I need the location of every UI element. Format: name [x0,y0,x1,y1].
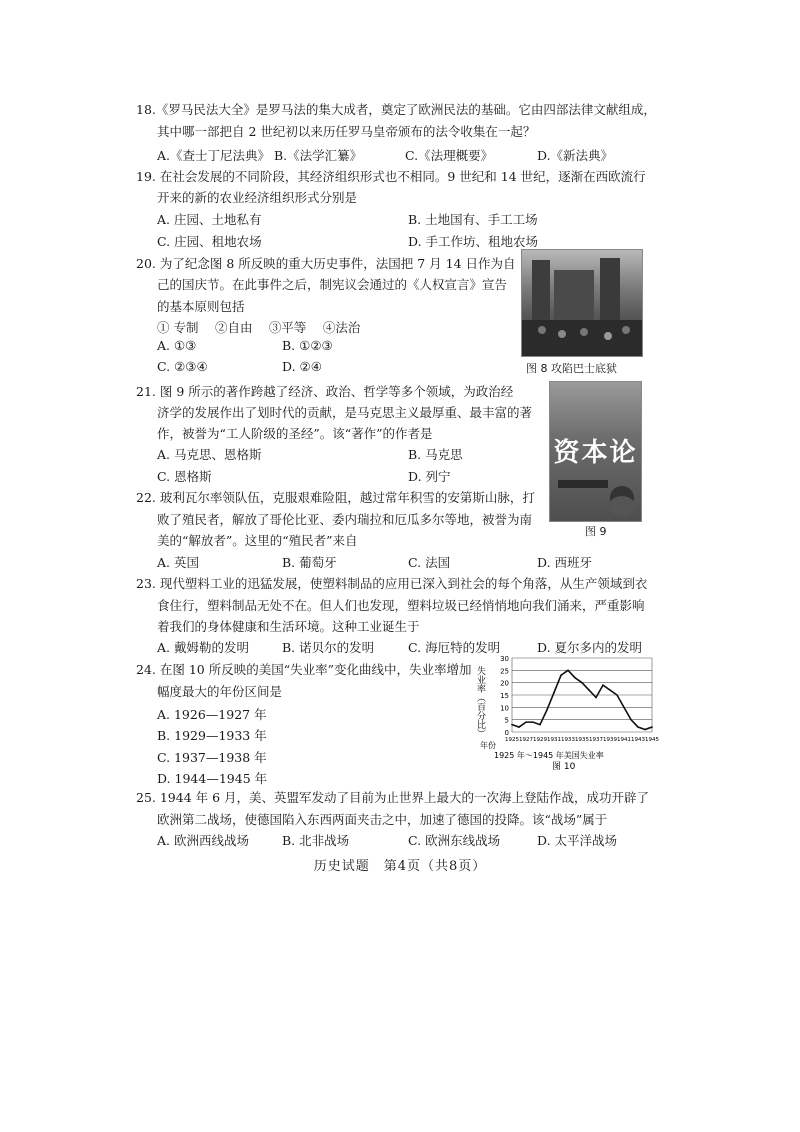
chart-ytick-label-0: 0 [504,729,509,737]
q22-stem-line1: 22. 玻利瓦尔率领队伍，克服艰难险阻，越过常年积雪的安第斯山脉，打 [136,490,535,505]
chart-point-1942 [630,719,632,721]
q19-option-c[interactable]: C. 庄园、租地农场 [157,234,262,249]
chart-xtick-label-1931: 1931 [547,737,561,743]
chart-ytick-label-15: 15 [500,692,509,700]
figure8-caption: 图 8 攻陷巴士底狱 [526,362,617,375]
q24-option-c[interactable]: C. 1937—1938 年 [157,750,267,765]
chart-point-1927 [525,721,527,723]
q22-option-d[interactable]: D. 西班牙 [537,555,593,570]
q23-stem-line3: 着我们的身体健康和生活环境。这种工业诞生于 [157,619,420,634]
q18-option-a[interactable]: A.《查士丁尼法典》 [157,148,271,163]
q21-stem-line1: 21. 图 9 所示的著作跨越了经济、政治、哲学等多个领域，为政治经 [136,384,514,399]
q21-option-c[interactable]: C. 恩格斯 [157,469,212,484]
q23-stem-line1: 23. 现代塑料工业的迅猛发展，使塑料制品的应用已深入到社会的每个角落，从生产领域到衣 [136,576,648,591]
q20-stem-line3: 的基本原则包括 [157,299,245,314]
figure9-caption: 图 9 [585,525,607,538]
q21-option-b[interactable]: B. 马克思 [408,447,463,462]
chart-xtick-label-1945: 1945 [645,737,659,743]
q24-stem-line2: 幅度最大的年份区间是 [157,684,283,699]
q25-option-b[interactable]: B. 北非战场 [282,833,350,848]
chart-point-1933 [567,670,569,672]
chart-ytick-label-25: 25 [500,667,509,676]
marx-portrait-icon [550,382,641,521]
chart-ytick-label-20: 20 [500,679,509,688]
chart-caption: 图 10 [552,762,576,772]
chart-xtick-label-1939: 1939 [603,737,617,743]
q19-option-a[interactable]: A. 庄园、土地私有 [157,212,262,227]
q23-stem-line2: 食住行，塑料制品无处不在。但人们也发现，塑料垃圾已经悄悄地向我们涌来，严重影响 [157,598,645,613]
chart-point-1925 [511,724,513,726]
chart-xtick-label-1941: 1941 [617,737,631,743]
q23-option-d[interactable]: D. 夏尔多内的发明 [537,640,643,655]
chart-ytick-label-5: 5 [504,716,509,725]
q19-stem-line2: 开来的新的农业经济组织形式分别是 [157,190,358,205]
chart-point-1937 [595,697,597,699]
chart-ytick-label-30: 30 [500,655,509,663]
chart-point-1945 [651,726,653,728]
chart-grid [512,658,652,732]
q20-stem-line2: 己的国庆节。在此事件之后，制宪议会通过的《人权宣言》宣告 [157,277,508,292]
page-footer: 历史试题 第4页（共8页） [313,859,487,874]
q22-stem-line2: 败了殖民者，解放了哥伦比亚、委内瑞拉和厄瓜多尔等地，被誉为南 [157,512,533,527]
unemployment-chart [472,650,657,772]
chart-point-1940 [616,694,618,696]
chart-point-1935 [581,682,583,684]
chart-ytick-label-10: 10 [500,704,509,713]
q21-stem-line3: 作，被誉为“工人阶级的圣经”。该“著作”的作者是 [157,426,433,441]
q20-stem-line1: 20. 为了纪念图 8 所反映的重大历史事件，法国把 7 月 14 日作为自 [136,256,516,271]
chart-point-1931 [553,692,555,694]
chart-xtick-label-1935: 1935 [575,737,589,743]
chart-ylabel: 失业率（百分比） [475,666,485,738]
book-title: 资本论 [553,438,638,468]
chart-point-1930 [546,709,548,711]
chart-xlabel: 年份 [480,741,496,750]
q20-items: ① 专制 ②自由 ③平等 ④法治 [157,320,361,335]
chart-xtick-label-1925: 1925 [505,737,519,743]
q18-option-b[interactable]: B.《法学汇纂》 [274,148,363,163]
q21-option-a[interactable]: A. 马克思、恩格斯 [157,447,262,462]
q22-stem-line3: 美的“解放者”。这里的“殖民者”来自 [157,533,358,548]
das-kapital-book-cover [549,381,642,522]
chart-x-ticks [505,737,659,743]
chart-point-1936 [588,689,590,691]
q20-option-b[interactable]: B. ①②③ [282,338,333,353]
q20-option-a[interactable]: A. ①③ [157,338,197,353]
q23-option-c[interactable]: C. 海厄特的发明 [408,640,501,655]
chart-point-1944 [644,729,646,731]
q22-option-a[interactable]: A. 英国 [157,555,199,570]
chart-point-1929 [539,724,541,726]
q25-option-c[interactable]: C. 欧洲东线战场 [408,833,501,848]
bastille-photo [521,249,643,357]
q21-option-d[interactable]: D. 列宁 [408,469,451,484]
q19-stem-line1: 19. 在社会发展的不同阶段，其经济组织形式也不相同。9 世纪和 14 世纪，逐渐在西欧流行 [136,169,646,184]
chart-point-1938 [602,684,604,686]
q24-option-d[interactable]: D. 1944—1945 年 [157,771,268,786]
chart-title: 1925 年～1945 年美国失业率 [494,751,604,760]
q25-stem-line1: 25. 1944 年 6 月，美、英盟军发动了目前为止世界上最大的一次海上登陆作战，成功开辟了 [136,790,650,805]
q25-option-d[interactable]: D. 太平洋战场 [537,833,618,848]
q25-stem-line2: 欧洲第二战场，使德国陷入东西两面夹击之中，加速了德国的投降。该“战场”属于 [157,812,608,827]
q22-option-c[interactable]: C. 法国 [408,555,451,570]
q19-option-d[interactable]: D. 手工作坊、租地农场 [408,234,539,249]
q22-option-b[interactable]: B. 葡萄牙 [282,555,337,570]
q25-option-a[interactable]: A. 欧洲西线战场 [157,833,249,848]
q23-option-b[interactable]: B. 诺贝尔的发明 [282,640,375,655]
q18-stem-line2: 其中哪一部把自 2 世纪初以来历任罗马皇帝颁布的法令收集在一起？ [157,124,536,139]
chart-xtick-label-1927: 1927 [519,737,533,743]
chart-point-1943 [637,726,639,728]
bastille-illustration [522,250,642,356]
chart-y-ticks [500,655,509,737]
q24-stem-line1: 24. 在图 10 所反映的美国“失业率”变化曲线中，失业率增加 [136,662,472,677]
q20-option-c[interactable]: C. ②③④ [157,359,208,374]
q18-option-c[interactable]: C.《法理概要》 [405,148,494,163]
q24-option-b[interactable]: B. 1929—1933 年 [157,728,267,743]
q24-option-a[interactable]: A. 1926—1927 年 [157,707,267,722]
chart-point-1934 [574,677,576,679]
chart-xtick-label-1937: 1937 [589,737,603,743]
chart-xtick-label-1943: 1943 [631,737,645,743]
chart-xtick-label-1933: 1933 [561,737,575,743]
q18-option-d[interactable]: D.《新法典》 [537,148,614,163]
chart-point-1932 [560,674,562,676]
chart-point-1926 [518,726,520,728]
chart-point-1939 [609,689,611,691]
chart-point-1928 [532,721,534,723]
q18-stem-line1: 18.《罗马民法大全》是罗马法的集大成者，奠定了欧洲民法的基础。它由四部法律文献组成， [136,102,656,117]
q21-stem-line2: 济学的发展作出了划时代的贡献，是马克思主义最厚重、最丰富的著 [157,405,533,420]
chart-xtick-label-1929: 1929 [533,737,547,743]
chart-series [511,670,653,731]
q20-option-d[interactable]: D. ②④ [282,359,322,374]
q19-option-b[interactable]: B. 土地国有、手工工场 [408,212,538,227]
unemployment-rate-line [512,670,652,729]
q23-option-a[interactable]: A. 戴姆勒的发明 [157,640,249,655]
chart-point-1941 [623,707,625,709]
